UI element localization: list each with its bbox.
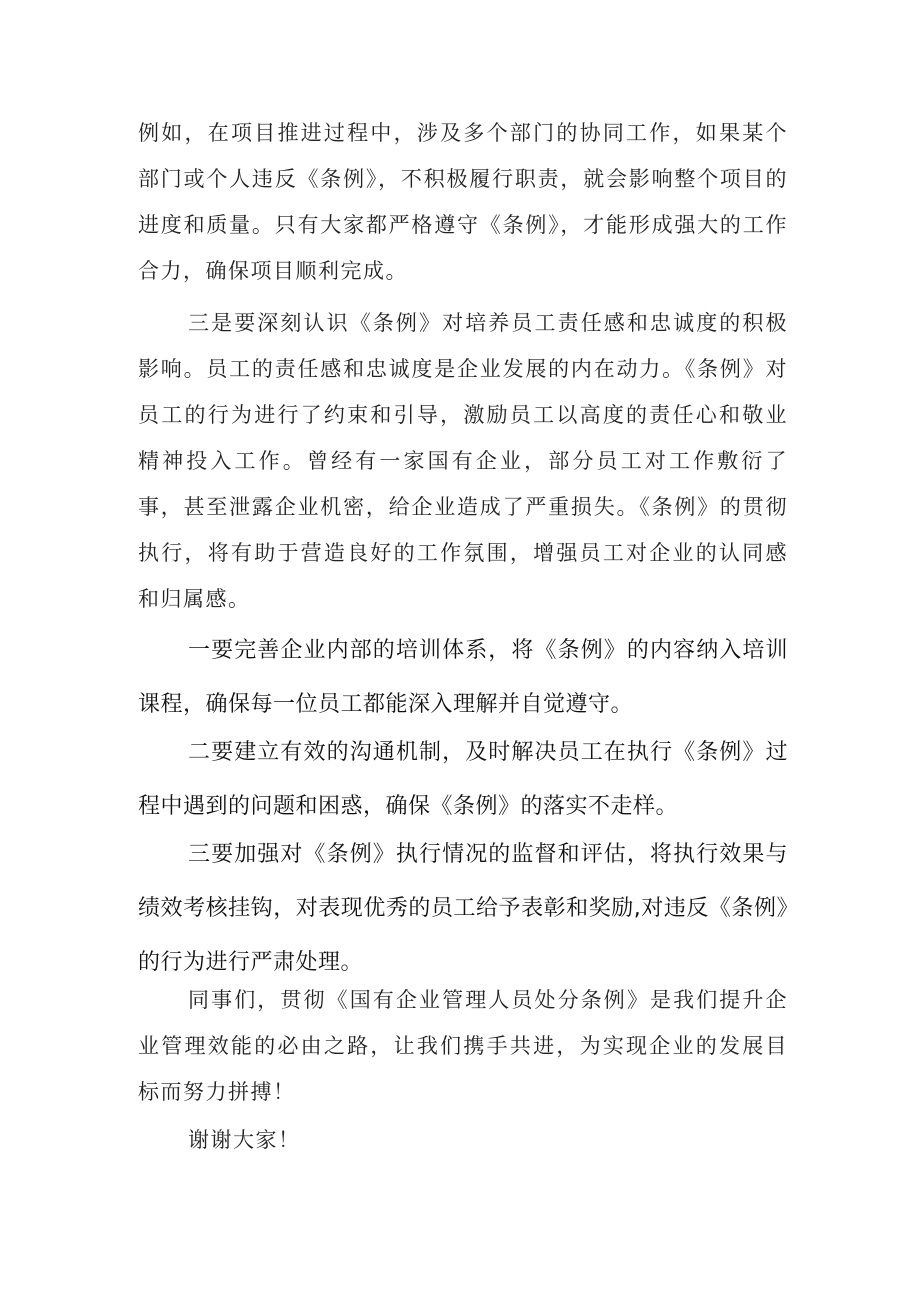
paragraph-responsibility-loyalty: 三是要深刻认识《条例》对培养员工责任感和忠诚度的积极影响。员工的责任感和忠诚度是企业发展的内在动力。《条例》对员工的行为进行了约束和引导，激励员工以高度的责任心和敬业精神投入工作。曾经有一家国有企业，部分员工对工作敷衍了事，甚至泄露企业机密，给企业造成了严重损失。《条例》的贯彻执行，将有助于营造良好的工作氛围，增强员工对企业的认同感和归属感。 [138, 311, 788, 611]
paragraph-communication-mechanism: 二要建立有效的沟通机制，及时解决员工在执行《条例》过程中遇到的问题和困惑，确保《条例》的落实不走样。 [138, 740, 788, 819]
paragraph-training-system: 一要完善企业内部的培训体系，将《条例》的内容纳入培训课程，确保每一位员工都能深入理解并自觉遵守。 [138, 638, 788, 717]
paragraph-supervision-evaluation: 三要加强对《条例》执行情况的监督和评估，将执行效果与绩效考核挂钩，对表现优秀的员工给予表彰和奖励,对违反《条例》的行为进行严肃处理。 [138, 842, 788, 975]
paragraph-project-example: 例如，在项目推进过程中，涉及多个部门的协同工作，如果某个部门或个人违反《条例》，不积极履行职责，就会影响整个项目的进度和质量。只有大家都严格遵守《条例》，才能形成强大的工作合力，确保项目顺利完成。 [138, 121, 788, 283]
paragraph-closing-call: 同事们，贯彻《国有企业管理人员处分条例》是我们提升企业管理效能的必由之路，让我们携手共进，为实现企业的发展目标而努力拼搏！ [138, 988, 788, 1104]
paragraph-thanks: 谢谢大家！ [188, 1128, 301, 1152]
